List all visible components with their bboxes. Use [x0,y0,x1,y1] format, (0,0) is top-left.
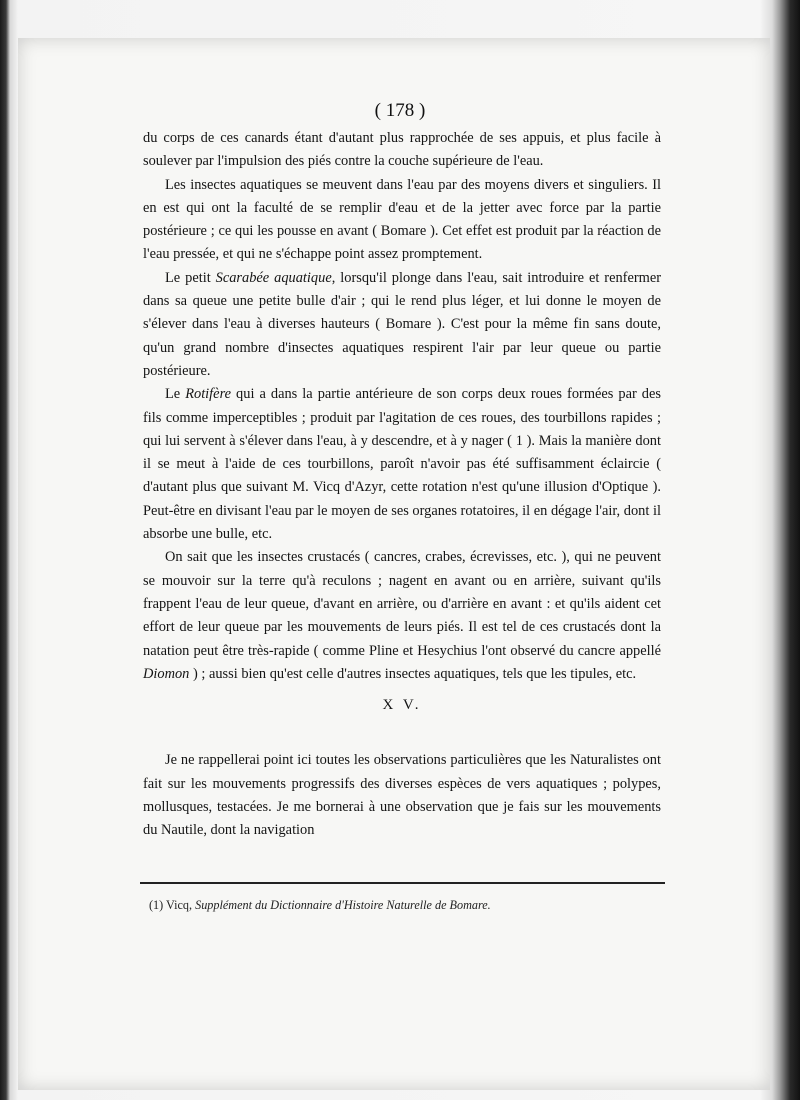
footnote-label: (1) Vicq, [149,898,196,912]
paragraph-4-italic-term: Rotifère [185,386,232,403]
paragraph-5-start: On sait que les insectes crustacés ( cancres, crabes, écrevisses, etc. ), qui ne peuvent se mouvoir sur la terre qu'à reculons ; nagent en avant ou en arrière, suivant qu'ils frappent l'eau de leur queue, d'avant en arrière, ou d'arrière en avant : et qu'ils aident cet effort de leur queue par les mouvements de leurs piés. Il est tel de ces crustacés dont la natation peut être très-rapide ( comme Pline et Hesychius l'ont observé du cancre appellé [143,549,661,659]
paragraph-1: du corps de ces canards étant d'autant plus rapprochée de ses appuis, et plus facile à soulever par l'impulsion des piés contre la couche supérieure de l'eau. [143,130,661,170]
section-heading: X V. [382,697,422,714]
paragraph-5-italic-term: Diomon [143,665,190,682]
paragraph-6: Je ne rappellerai point ici toutes les observations particulières que les Naturalistes ont fait sur les mouvements progressifs des diverses espèces de vers aquatiques ; polypes, mollusques, testacées. Je me bornerai à une observation que je fais sur les mouvements du Nautile, dont la navigation [143,752,661,839]
paragraph-3-rest: , lorsqu'il plonge dans l'eau, sait introduire et renfermer dans sa queue une petite bulle d'air ; qui le rend plus léger, et lui donne le moyen de s'élever dans l'eau à diverses hauteurs ( Bomare ). C'est pour la même fin sans doute, qu'un grand nombre d'insectes aquatiques respirent l'air par leur queue ou partie postérieure. [143,269,662,379]
footnote [149,898,669,913]
paragraph-2: Les insectes aquatiques se meuvent dans l'eau par des moyens divers et singuliers. Il en est qui ont la faculté de se remplir d'eau et de la jetter avec force par la partie postérieure ; ce qui les pousse en avant ( Bomare ). Cet effet est produit par la réaction de l'eau pressée, et qui ne s'échappe point assez promptement. [143,176,661,263]
paragraph-3-start: Le petit [165,269,216,286]
footnote-title: Supplément du Dictionnaire d'Histoire Naturelle de Bomare. [195,898,491,912]
paragraph-4 [143,383,661,546]
paragraph-4-rest: qui a dans la partie antérieure de son corps deux roues formées par des fils comme imperceptibles ; produit par l'agitation de ces roues, des tourbillons rapides ; qui lui servent à s'élever dans l'eau, à y descendre, et à y nager ( 1 ). Mais la manière dont il se meut à l'aide de ces tourbillons, paroît n'avoir pas été suffisamment éclaircie ( d'autant plus que suivant M. Vicq d'Azyr, cette rotation n'est qu'une illusion d'Optique ). Peut-être en divisant l'eau par le moyen de ses organes rotatoires, il en dégage l'air, dont il absorbe une bulle, etc. [143,386,661,543]
paragraph-3-italic-term: Scarabée aquatique [215,269,332,286]
paragraph-3 [143,267,661,383]
footnote-rule [140,882,665,884]
body-text [143,127,661,843]
paragraph-5 [143,546,661,686]
paragraph-4-start: Le [165,386,186,403]
page-number: ( 178 ) [374,100,426,121]
paragraph-5-rest: ) ; aussi bien qu'est celle d'autres insectes aquatiques, tels que les tipules, etc. [189,665,637,682]
